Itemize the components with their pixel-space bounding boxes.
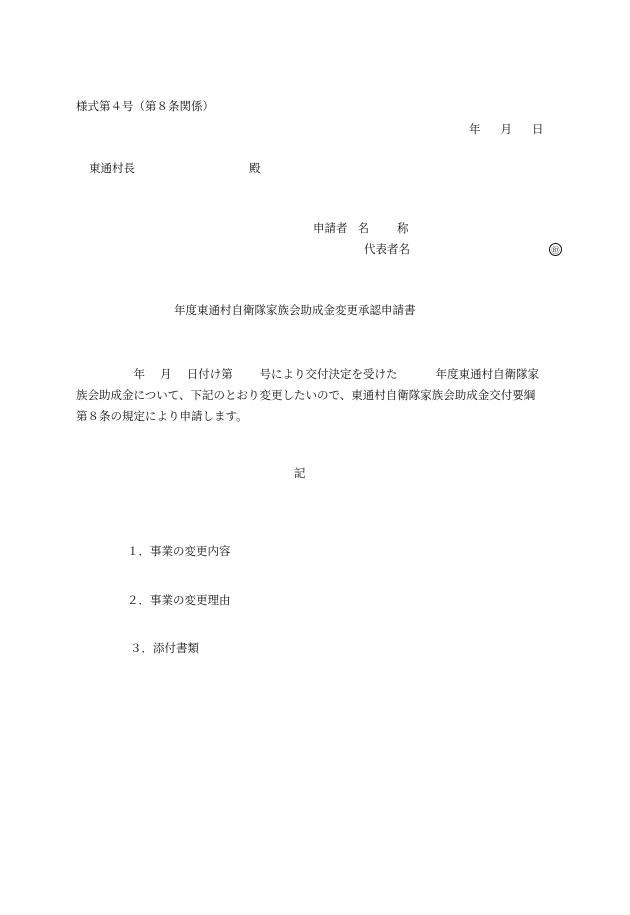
- addressee-name: 東通村長: [89, 161, 135, 175]
- date-day: 日: [532, 122, 544, 136]
- list-item-2: ２．事業の変更理由: [127, 593, 231, 607]
- document-title: 年度東通村自衛隊家族会助成金変更承認申請書: [174, 303, 416, 317]
- applicant-label: 申請者: [313, 221, 348, 235]
- applicant-line: [313, 223, 409, 235]
- addressee-honorific: 殿: [249, 161, 261, 175]
- seal-mark: [549, 243, 562, 256]
- body-text: [76, 364, 576, 427]
- applicant-name-label-2: 称: [397, 221, 409, 235]
- form-number: 様式第４号（第８条関係）: [76, 99, 214, 113]
- body-line-1: 年 月 日付け第 号により交付決定を受けた 年度東通村自衛隊家: [76, 367, 540, 381]
- list-item-1: １．事業の変更内容: [127, 544, 231, 558]
- ki-heading: 記: [294, 466, 306, 480]
- date-month: 月: [500, 122, 512, 136]
- representative-label: 代表者名: [364, 242, 410, 256]
- date-year: 年: [469, 122, 481, 136]
- seal-mark-text: ㊞: [551, 246, 560, 255]
- date-line: [469, 124, 544, 136]
- list-item-3: ３．添付書類: [130, 641, 199, 655]
- applicant-name-label-1: 名: [357, 221, 369, 235]
- body-line-3: 第８条の規定により申請します。: [76, 409, 248, 423]
- body-line-2: 族会助成金について、下記のとおり変更したいので、東通村自衛隊家族会助成金交付要綱: [76, 388, 536, 402]
